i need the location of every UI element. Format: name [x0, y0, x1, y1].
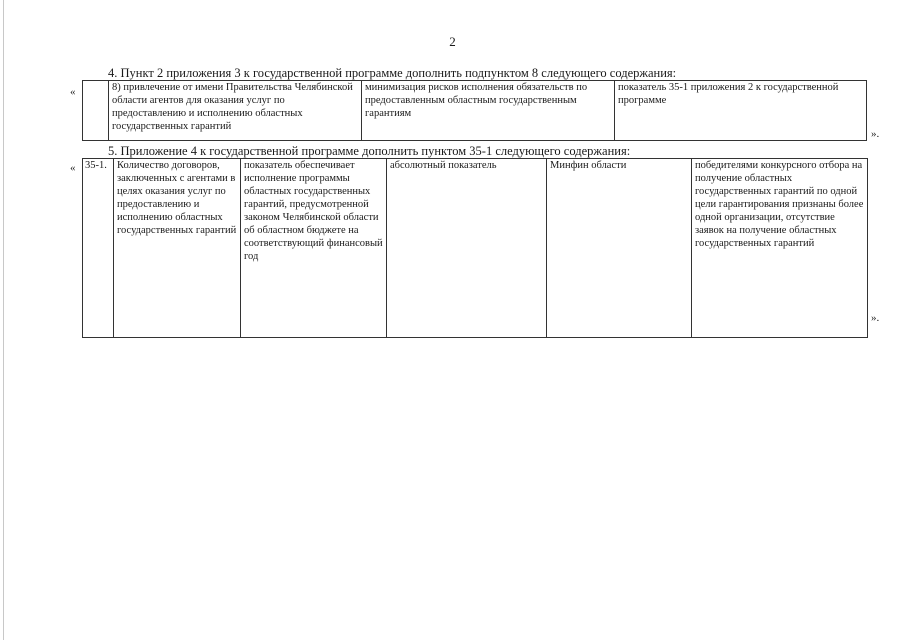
- page-left-edge: [3, 0, 4, 640]
- table-cell: показатель 35-1 приложения 2 к государственной программе: [615, 81, 867, 141]
- table-cell: Минфин области: [547, 159, 692, 338]
- section-5-table: [82, 158, 868, 338]
- section-4-heading: 4. Пункт 2 приложения 3 к государственной программе дополнить подпунктом 8 следующего содержания:: [108, 66, 677, 80]
- table-cell: [83, 81, 109, 141]
- table-cell: абсолютный показатель: [387, 159, 547, 338]
- table-cell: 35-1.: [83, 159, 114, 338]
- table-cell: победителями конкурсного отбора на получение областных государственных гарантий по одной цели гарантирования признаны более одной организации, отсутствие заявок на получение областных государственных гарантий: [692, 159, 868, 338]
- section-5-open-quote: «: [70, 162, 76, 174]
- section-4-open-quote: «: [70, 86, 76, 98]
- section-4-close-quote: ».: [871, 128, 880, 140]
- section-5-heading: 5. Приложение 4 к государственной программе дополнить пунктом 35-1 следующего содержания:: [108, 144, 631, 158]
- table-cell: 8) привлечение от имени Правительства Челябинской области агентов для оказания услуг по предоставлению и исполнению областных государственных гарантий: [109, 81, 362, 141]
- section-5-close-quote: ».: [871, 312, 880, 324]
- page-number: 2: [449, 34, 456, 49]
- table-cell: показатель обеспечивает исполнение программы областных государственных гарантий, предусмотренной законом Челябинской области об областном бюджете на соответствующий финансовый год: [241, 159, 387, 338]
- table-cell: Количество договоров, заключенных с агентами в целях оказания услуг по предоставлению и исполнению областных государственных гарантий: [114, 159, 241, 338]
- table-row: [83, 81, 867, 141]
- section-4-table: [82, 80, 867, 141]
- table-cell: минимизация рисков исполнения обязательств по предоставленным областным государственным гарантиям: [362, 81, 615, 141]
- table-row: [83, 159, 868, 338]
